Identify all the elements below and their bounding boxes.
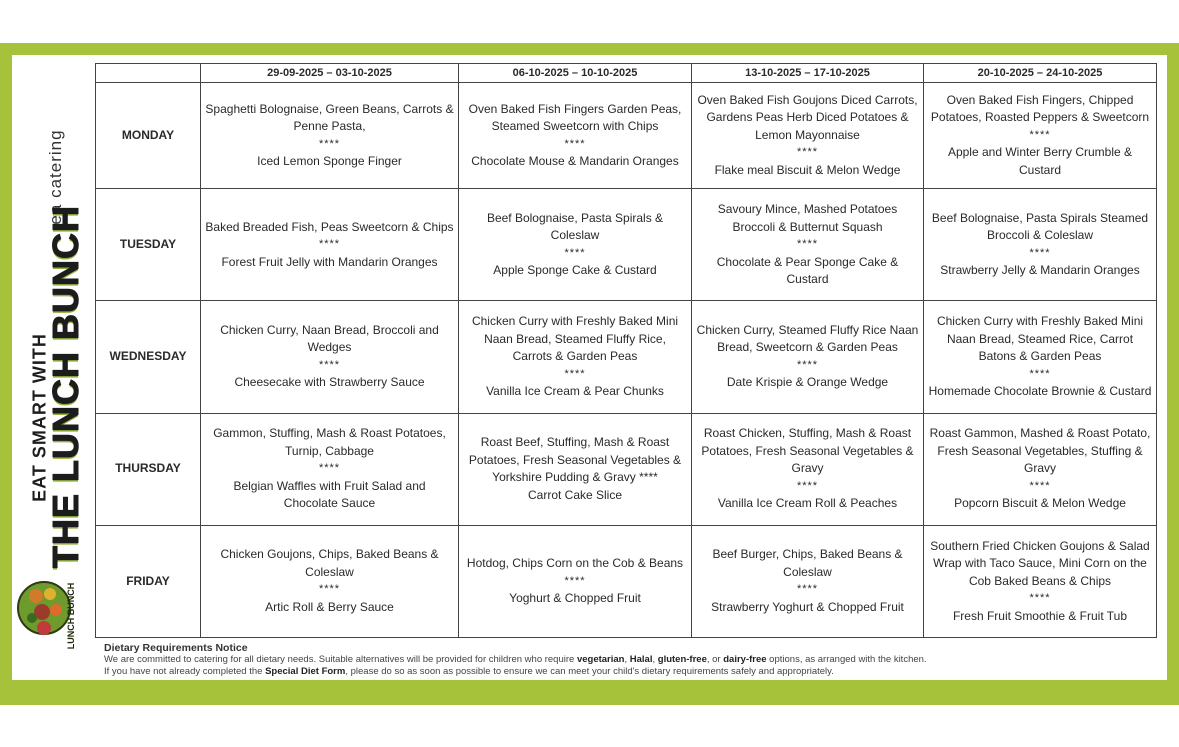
week-header-1: 29-09-2025 – 03-10-2025 [201,64,459,83]
main-course: Chicken Curry, Naan Bread, Broccoli and Wedges [220,322,439,355]
main-course: Gammon, Stuffing, Mash & Roast Potatoes, Turnip, Cabbage [213,426,446,458]
main-course: Roast Gammon, Mashed & Roast Potato, Fresh Seasonal Vegetables, Stuffing & Gravy [929,426,1151,476]
main-course: Spaghetti Bolognaise, Green Beans, Carrots & Penne Pasta, [205,101,454,134]
notice-line-1: We are committed to catering for all dietary needs. Suitable alternatives will be provided for children who require vegetarian, Halal, gluten-free, or dairy-free options, as arranged with the kitchen. [104,654,927,665]
menu-cell [459,189,692,301]
stars-separator: **** [796,479,819,492]
dietary-notice [104,642,1154,678]
main-course: Roast Chicken, Stuffing, Mash & Roast Potatoes, Fresh Seasonal Vegetables & Gravy [701,426,914,476]
menu-row [96,301,1157,413]
dessert: Popcorn Biscuit & Melon Wedge [954,496,1126,511]
menu-cell [924,413,1157,525]
main-course: Savoury Mince, Mashed Potatoes Broccoli & Butternut Squash [717,202,898,234]
day-label: MONDAY [96,83,201,189]
main-course: Chicken Curry, Steamed Fluffy Rice Naan Bread, Sweetcorn & Garden Peas [696,322,919,355]
dessert: Apple and Winter Berry Crumble & Custard [947,145,1133,177]
stars-separator: **** [796,358,819,371]
menu-cell [924,189,1157,301]
stars-separator: **** [1029,128,1051,141]
caterer-name: ea catering [46,129,65,225]
dessert: Apple Sponge Cake & Custard [493,263,657,278]
main-course: Chicken Curry with Freshly Baked Mini Naan Bread, Steamed Rice, Carrot Batons & Garden Peas [936,314,1144,364]
dessert: Flake meal Biscuit & Melon Wedge [714,162,901,177]
day-label: WEDNESDAY [96,301,201,413]
stars-separator: **** [318,238,341,251]
brand-name: THE LUNCH BUNCH [45,205,86,568]
dessert: Strawberry Yoghurt & Chopped Fruit [711,599,904,614]
dessert: Strawberry Jelly & Mandarin Oranges [940,263,1140,278]
dessert: Chocolate & Pear Sponge Cake & Custard [716,254,899,287]
menu-cell [692,525,924,637]
main-course: Oven Baked Fish Goujons Diced Carrots, Gardens Peas Herb Diced Potatoes & Lemon Mayonnaise [697,92,918,142]
menu-cell [924,301,1157,413]
stars-separator: **** [318,358,341,371]
main-course: Baked Breaded Fish, Peas Sweetcorn & Chips [205,219,454,234]
lunch-bunch-logo-icon [16,566,98,656]
menu-cell [924,83,1157,189]
stars-separator: **** [564,137,586,150]
dessert: Fresh Fruit Smoothie & Fruit Tub [952,608,1128,623]
stars-separator: **** [1029,246,1051,259]
main-course: Hotdog, Chips Corn on the Cob & Beans [466,556,684,571]
dessert: Chocolate Mouse & Mandarin Oranges [471,154,679,169]
menu-cell [459,301,692,413]
menu-cell [692,301,924,413]
menu-row [96,189,1157,301]
day-label: THURSDAY [96,413,201,525]
menu-cell [201,189,459,301]
menu-cell [201,301,459,413]
menu-row [96,83,1157,189]
main-course: Beef Burger, Chips, Baked Beans & Coleslaw [712,547,903,579]
main-course: Oven Baked Fish Fingers Garden Peas, Steamed Sweetcorn with Chips [468,101,682,134]
corner-cell [96,64,201,83]
main-course: Roast Beef, Stuffing, Mash & Roast Potatoes, Fresh Seasonal Vegetables & Yorkshire Pudding & Gravy **** [468,435,682,485]
week-header-2: 06-10-2025 – 10-10-2025 [459,64,692,83]
main-course: Beef Bolognaise, Pasta Spirals Steamed Broccoli & Coleslaw [931,210,1149,243]
stars-separator: **** [1029,367,1051,380]
week-header-4: 20-10-2025 – 24-10-2025 [924,64,1157,83]
stars-separator: **** [1029,592,1051,605]
dessert: Carrot Cake Slice [527,487,623,502]
main-course: Chicken Goujons, Chips, Baked Beans & Coleslaw [220,547,439,579]
menu-cell [692,83,924,189]
menu-cell [692,413,924,525]
lunch-menu-table [95,63,1157,638]
stars-separator: **** [564,574,586,587]
header-row [96,64,1157,83]
stars-separator: **** [1029,479,1051,492]
dessert: Forest Fruit Jelly with Mandarin Oranges [221,254,438,269]
stars-separator: **** [796,146,819,159]
menu-cell [459,525,692,637]
main-course: Southern Fried Chicken Goujons & Salad Wrap with Taco Sauce, Mini Corn on the Cob Baked Beans & Chips [930,538,1150,588]
dessert: Artic Roll & Berry Sauce [265,599,394,614]
main-course: Oven Baked Fish Fingers, Chipped Potatoes, Roasted Peppers & Sweetcorn [930,92,1150,125]
dessert: Iced Lemon Sponge Finger [257,154,402,169]
menu-cell [201,525,459,637]
stars-separator: **** [318,583,341,596]
main-course: Beef Bolognaise, Pasta Spirals & Coleslaw [486,210,664,243]
dessert: Cheesecake with Strawberry Sauce [234,375,425,390]
brand-tagline: EAT SMART WITH [29,333,50,502]
day-label: FRIDAY [96,525,201,637]
dessert: Date Krispie & Orange Wedge [726,375,889,390]
menu-cell [924,525,1157,637]
menu-cell [201,83,459,189]
stars-separator: **** [796,238,819,251]
menu-cell [459,413,692,525]
stars-separator: **** [796,583,819,596]
dessert: Vanilla Ice Cream & Pear Chunks [486,384,664,399]
stars-separator: **** [564,246,586,259]
stars-separator: **** [318,462,341,475]
dessert: Homemade Chocolate Brownie & Custard [928,384,1152,399]
dessert: Belgian Waffles with Fruit Salad and Chocolate Sauce [233,478,426,511]
week-header-3: 13-10-2025 – 17-10-2025 [692,64,924,83]
logo-text: LUNCH BUNCH [66,582,76,650]
stars-separator: **** [318,137,341,150]
notice-title: Dietary Requirements Notice [104,642,248,654]
main-course: Chicken Curry with Freshly Baked Mini Naan Bread, Steamed Fluffy Rice, Carrots & Garden Peas [471,314,679,364]
menu-cell [459,83,692,189]
dessert: Vanilla Ice Cream Roll & Peaches [717,496,898,511]
menu-row [96,525,1157,637]
menu-cell [201,413,459,525]
stars-separator: **** [564,367,586,380]
notice-line-2: If you have not already completed the Special Diet Form, please do so as soon as possible to ensure we can meet your child's dietary requirements safely and appropriately. [104,666,834,677]
menu-cell [692,189,924,301]
menu-row [96,413,1157,525]
day-label: TUESDAY [96,189,201,301]
dessert: Yoghurt & Chopped Fruit [509,591,641,606]
